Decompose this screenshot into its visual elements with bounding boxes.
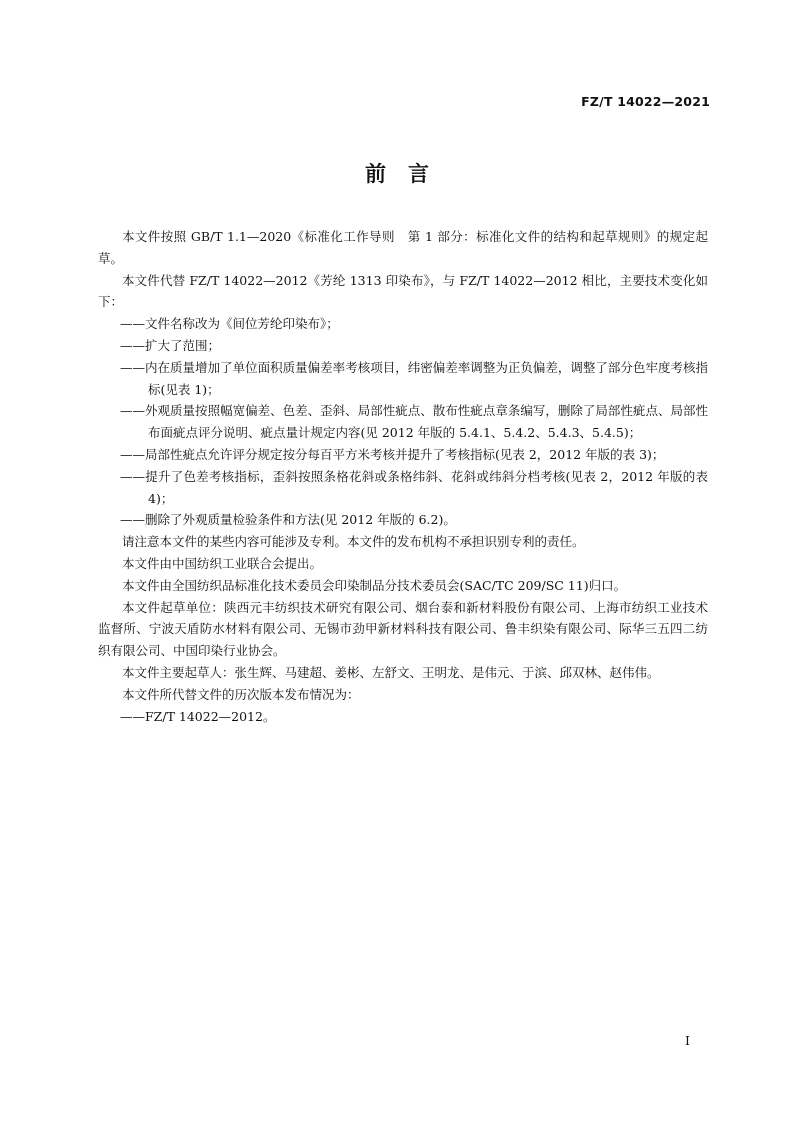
- change-item-6: ——提升了色差考核指标，歪斜按照条格花斜或条格纬斜、花斜或纬斜分档考核(见表 2，2012 年版的表 4)；: [120, 468, 708, 506]
- change-item-3: ——内在质量增加了单位面积质量偏差率考核项目，纬密偏差率调整为正负偏差，调整了部分色牢度考核指标(见表 1)；: [120, 359, 708, 397]
- intro-paragraph-2: 本文件代替 FZ/T 14022—2012《芳纶 1313 印染布》，与 FZ/T 14022—2012 相比，主要技术变化如下：: [98, 272, 708, 310]
- drafters-paragraph: 本文件主要起草人：张生辉、马建超、姜彬、左舒文、王明龙、是伟元、于滨、邱双林、赵伟伟。: [122, 664, 660, 680]
- proposer-paragraph: 本文件由中国纺织工业联合会提出。: [122, 555, 323, 571]
- patent-notice: 请注意本文件的某些内容可能涉及专利。本文件的发布机构不承担识别专利的责任。: [122, 534, 585, 550]
- drafting-units-paragraph: 本文件起草单位：陕西元丰纺织技术研究有限公司、烟台泰和新材料股份有限公司、上海市纺织工业技术监督所、宁波天盾防水材料有限公司、无锡市劲甲新材料科技有限公司、鲁丰织染有限公司、际华三五四二纺织有限公司、中国印染行业协会。: [98, 599, 708, 659]
- document-code: FZ/T 14022—2021: [581, 94, 710, 109]
- foreword-body: [98, 226, 708, 727]
- intro-paragraph-1: 本文件按照 GB/T 1.1—2020《标准化工作导则 第 1 部分：标准化文件的结构和起草规则》的规定起草。: [98, 229, 708, 266]
- change-item-5: ——局部性疵点允许评分规定按分每百平方米考核并提升了考核指标(见表 2，2012 年版的表 3)；: [120, 446, 665, 462]
- page-number: I: [685, 1033, 690, 1048]
- change-item-1: ——文件名称改为《间位芳纶印染布》；: [120, 316, 339, 332]
- page-title: 前言: [365, 162, 451, 186]
- history-item-1: ——FZ/T 14022—2012。: [120, 708, 276, 724]
- history-intro-paragraph: 本文件所代替文件的历次版本发布情况为：: [122, 686, 360, 702]
- committee-paragraph: 本文件由全国纺织品标准化技术委员会印染制品分技术委员会(SAC/TC 209/SC 11)归口。: [122, 577, 627, 593]
- change-item-7: ——删除了外观质量检验条件和方法(见 2012 年版的 6.2)。: [120, 512, 456, 528]
- change-item-4: ——外观质量按照幅宽偏差、色差、歪斜、局部性疵点、散布性疵点章条编写，删除了局部性疵点、局部性布面疵点评分说明、疵点量计规定内容(见 2012 年版的 5.4.1、5.4.2、5.4.3、5.4.5)；: [120, 403, 708, 441]
- change-item-2: ——扩大了范围；: [120, 337, 221, 353]
